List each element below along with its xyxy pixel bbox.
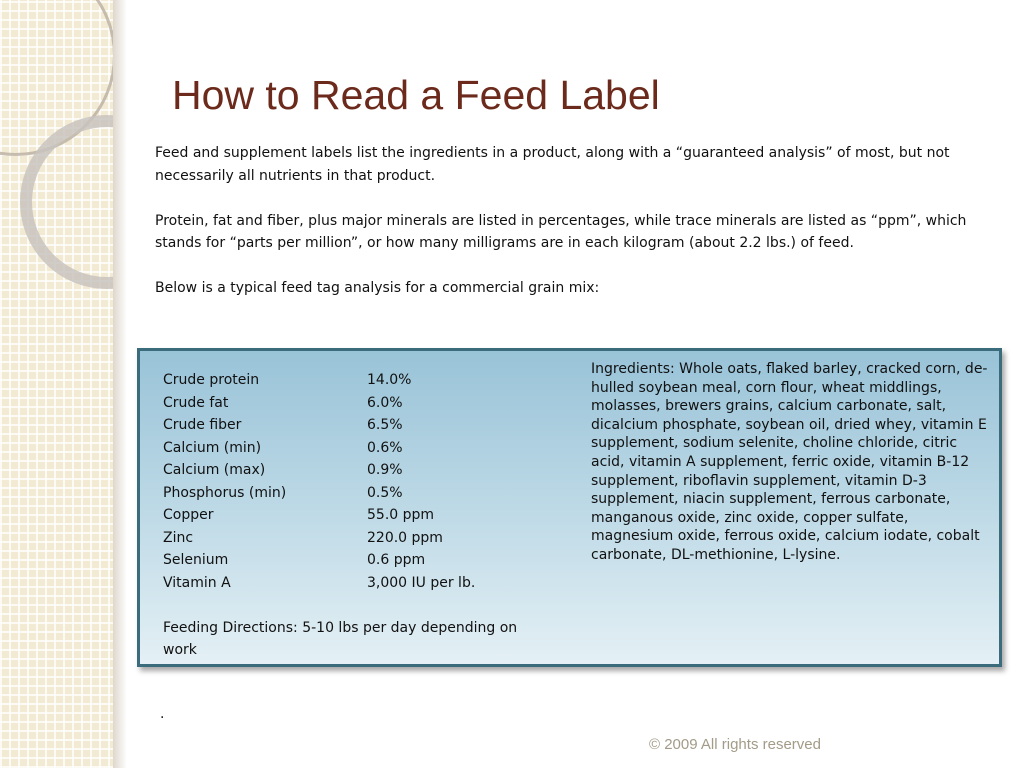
nutrient-amount: 6.0% [367,394,403,411]
nutrient-name: Vitamin A [163,574,231,591]
analysis-row [163,572,553,595]
nutrient-name: Calcium (min) [163,439,262,456]
nutrient-name: Crude protein [163,372,260,388]
nutrient-name: Crude fat [163,394,229,411]
analysis-row [163,392,553,415]
feeding-directions: Feeding Directions: 5-10 lbs per day depending on work [163,619,518,658]
nutrient-amount: 0.5% [367,484,403,501]
guaranteed-analysis [163,369,553,662]
analysis-row [163,459,553,482]
nutrient-amount: 6.5% [367,417,403,433]
analysis-row [163,437,553,460]
nutrient-amount: 14.0% [367,372,412,388]
nutrient-name: Selenium [163,552,229,568]
analysis-row [163,504,553,527]
analysis-row [163,527,553,550]
analysis-row [163,414,553,437]
nutrient-amount: 0.6% [367,439,403,456]
analysis-row [163,369,553,392]
nutrient-amount: 220.0 ppm [367,529,443,546]
nutrient-amount: 0.6 ppm [367,552,426,568]
ingredients-list: Ingredients: Whole oats, flaked barley, cracked corn, de-hulled soybean meal, corn flour, wheat middlings, molasses, brewers grains, calcium carbonate, salt, dicalcium phosphate, soybean oil, dried whey, vitamin E supplement, sodium selenite, choline chloride, citric acid, vitamin A supplement, ferric oxide, vitamin B-12 supplement, riboflavin supplement, vitamin D-3 supplement, niacin supplement, ferrous carbonate, manganous oxide, zinc oxide, copper sulfate, magnesium oxide, ferrous oxide, calcium iodate, cobalt carbonate, DL-methionine, L-lysine. [591,361,988,563]
side-pattern-shadow [113,0,127,768]
analysis-row [163,549,553,572]
intro-paragraph-lead-in: Below is a typical feed tag analysis for a commercial grain mix: [155,280,600,296]
nutrient-name: Calcium (max) [163,462,266,478]
intro-paragraph-units: Protein, fat and fiber, plus major minerals are listed in percentages, while trace minerals are listed as “ppm”, which stands for “parts per million”, or how many milligrams are in each kilogram (about 2.2 lbs.) of feed. [155,212,967,251]
intro-text [155,142,975,322]
nutrient-name: Crude fiber [163,417,242,433]
analysis-row [163,482,553,505]
nutrient-name: Copper [163,507,214,523]
copyright-footer: © 2009 All rights reserved [649,736,821,753]
intro-paragraph-labels: Feed and supplement labels list the ingredients in a product, along with a “guaranteed analysis” of most, but not necessarily all nutrients in that product. [155,145,950,184]
nutrient-name: Phosphorus (min) [163,484,287,501]
nutrient-amount: 0.9% [367,462,403,478]
slide-title: How to Read a Feed Label [172,72,660,118]
feed-tag-box [137,348,1002,667]
nutrient-amount: 55.0 ppm [367,507,435,523]
stray-period: . [160,706,165,722]
nutrient-name: Zinc [163,529,194,546]
nutrient-amount: 3,000 IU per lb. [367,574,476,591]
decorative-side-pattern [0,0,113,768]
